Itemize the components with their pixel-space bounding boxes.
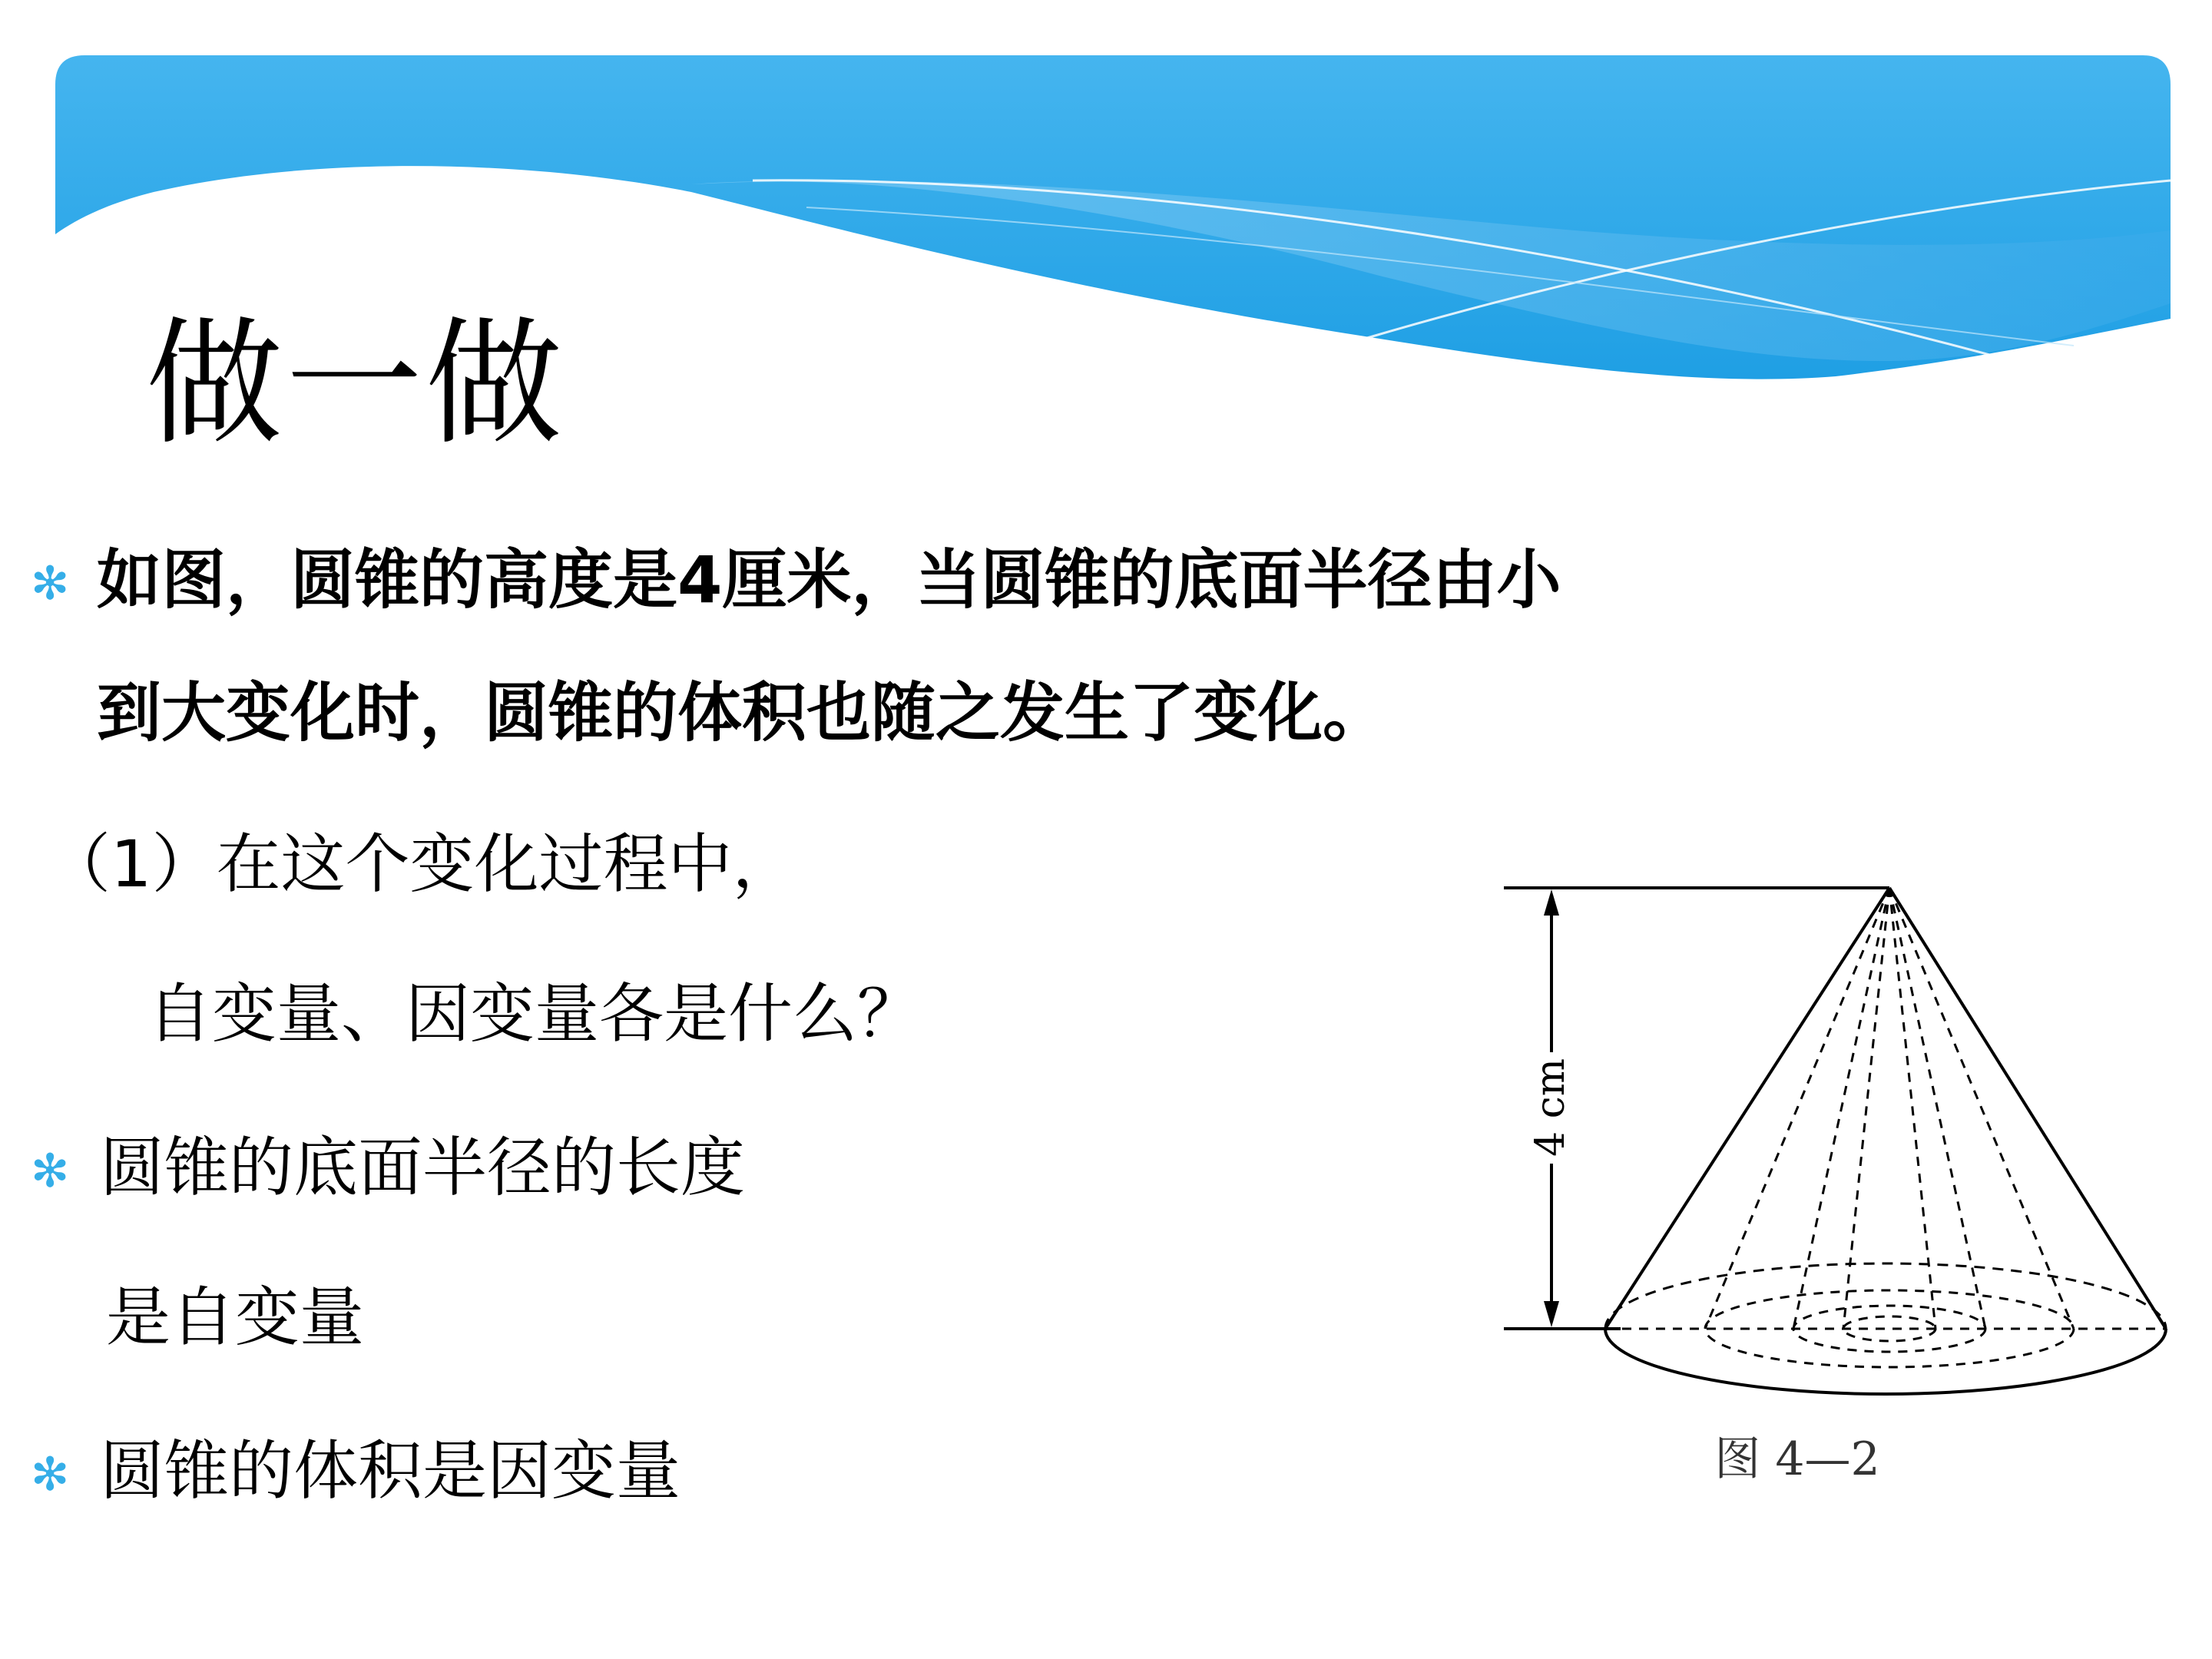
cone-base-front (1605, 1329, 2166, 1394)
answer-1-line-1: 圆锥的底面半径的长度 (100, 1130, 746, 1205)
slide-title: 做一做 (146, 304, 565, 463)
arrow-up-icon (1544, 889, 1559, 916)
answer-2-line-1: 圆锥的体积是因变量 (100, 1433, 681, 1508)
problem-line-2: 到大变化时，圆锥的体积也随之发生了变化。 (97, 675, 1388, 750)
cone-base-back (1605, 1263, 2166, 1329)
asterisk-bullet-icon: ✻ (31, 1144, 70, 1198)
height-label: 4 cm (1528, 1058, 1574, 1157)
cone-left-edge (1605, 888, 1889, 1329)
cone-figure (1490, 868, 2181, 1513)
problem-line-1: 如图，圆锥的高度是4厘米，当圆锥的底面半径由小 (97, 542, 1561, 618)
question-line-1: （1）在这个变化过程中， (46, 826, 797, 902)
figure-caption: 图 4—2 (1714, 1432, 1880, 1486)
asterisk-bullet-icon: ✻ (31, 1448, 70, 1502)
cone-right-edge (1889, 888, 2166, 1329)
arrow-down-icon (1544, 1301, 1559, 1327)
asterisk-bullet-icon: ✻ (31, 557, 70, 611)
answer-1-line-2: 是自变量 (106, 1280, 365, 1355)
question-line-2: 自变量、因变量各是什么？ (147, 976, 922, 1051)
